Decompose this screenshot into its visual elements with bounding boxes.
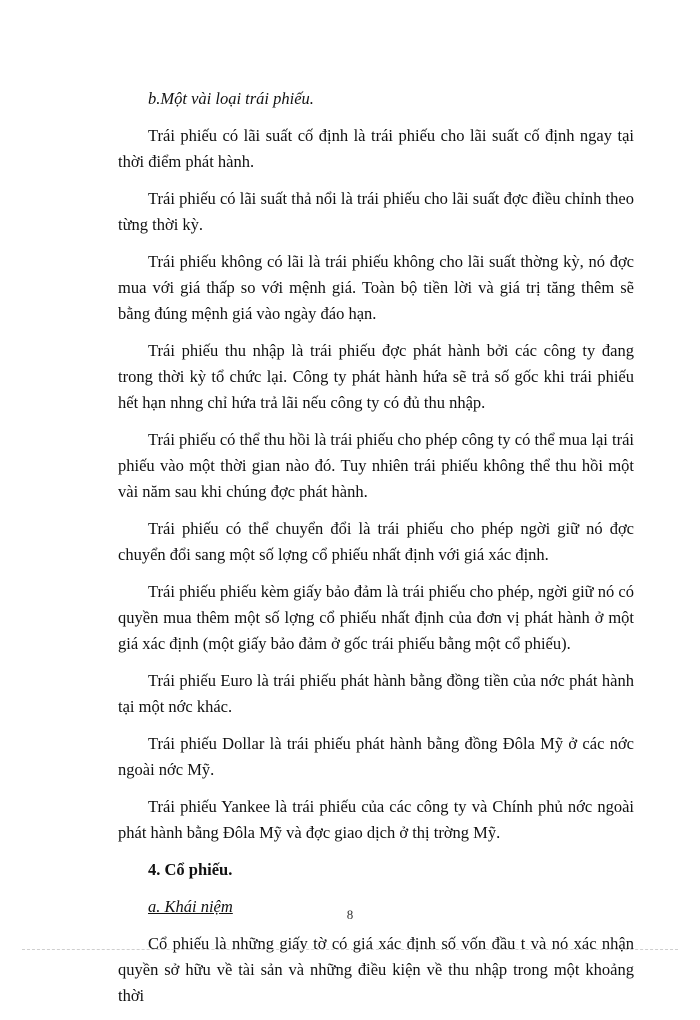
paragraph-warrant-bond: Trái phiếu phiếu kèm giấy bảo đảm là trái phiếu cho phép, ngời giữ nó có quyền mua thêm một số lợng cổ phiếu nhất định của đơn vị phát hành ở một giá xác định (một giấy bảo đảm ở gốc trái phiếu bằng một cổ phiếu). [118,582,634,653]
paragraph-convertible-bond: Trái phiếu có thể chuyển đổi là trái phiếu cho phép ngời giữ nó đợc chuyển đổi sang một số lợng cổ phiếu nhất định với giá xác định. [118,519,634,564]
paragraph-euro-bond: Trái phiếu Euro là trái phiếu phát hành bằng đồng tiền của nớc phát hành tại một nớc khác. [118,671,634,716]
subheading-bond-types: b.Một vài loại trái phiếu. [148,89,314,108]
page-content [118,86,634,1020]
paragraph-income-bond: Trái phiếu thu nhập là trái phiếu đợc phát hành bởi các công ty đang trong thời kỳ tổ chức lại. Công ty phát hành hứa sẽ trả số gốc khi trái phiếu hết hạn nhng chỉ hứa trả lãi nếu công ty có đủ thu nhập. [118,341,634,412]
paragraph-dollar-bond: Trái phiếu Dollar là trái phiếu phát hành bằng đồng Đôla Mỹ ở các nớc ngoài nớc Mỹ. [118,734,634,779]
page-number: 8 [346,907,354,922]
paragraph-floating-rate: Trái phiếu có lãi suất thả nổi là trái phiếu cho lãi suất đợc điều chỉnh theo từng thời kỳ. [118,189,634,234]
paragraph-stock-definition: Cổ phiếu là những giấy tờ có giá xác định số vốn đầu t và nó xác nhận quyền sở hữu về tài sản và những điều kiện về thu nhập trong một khoảng thời [118,934,634,1005]
paragraph-fixed-rate: Trái phiếu có lãi suất cố định là trái phiếu cho lãi suất cố định ngay tại thời điểm phát hành. [118,126,634,171]
section-heading-stocks: 4. Cổ phiếu. [148,860,233,879]
page-bottom-divider [22,949,678,950]
paragraph-yankee-bond: Trái phiếu Yankee là trái phiếu của các công ty và Chính phủ nớc ngoài phát hành bằng Đôla Mỹ và đợc giao dịch ở thị trờng Mỹ. [118,797,634,842]
paragraph-callable-bond: Trái phiếu có thể thu hồi là trái phiếu cho phép công ty có thể mua lại trái phiếu vào một thời gian nào đó. Tuy nhiên trái phiếu không thể thu hồi một vài năm sau khi chúng đợc phát hành. [118,430,634,501]
paragraph-zero-coupon: Trái phiếu không có lãi là trái phiếu không cho lãi suất thờng kỳ, nó đợc mua với giá thấp so với mệnh giá. Toàn bộ tiền lời và giá trị tăng thêm sẽ bằng đúng mệnh giá vào ngày đáo hạn. [118,252,634,323]
subheading-concept-text: a. Khái niệm [148,897,233,916]
